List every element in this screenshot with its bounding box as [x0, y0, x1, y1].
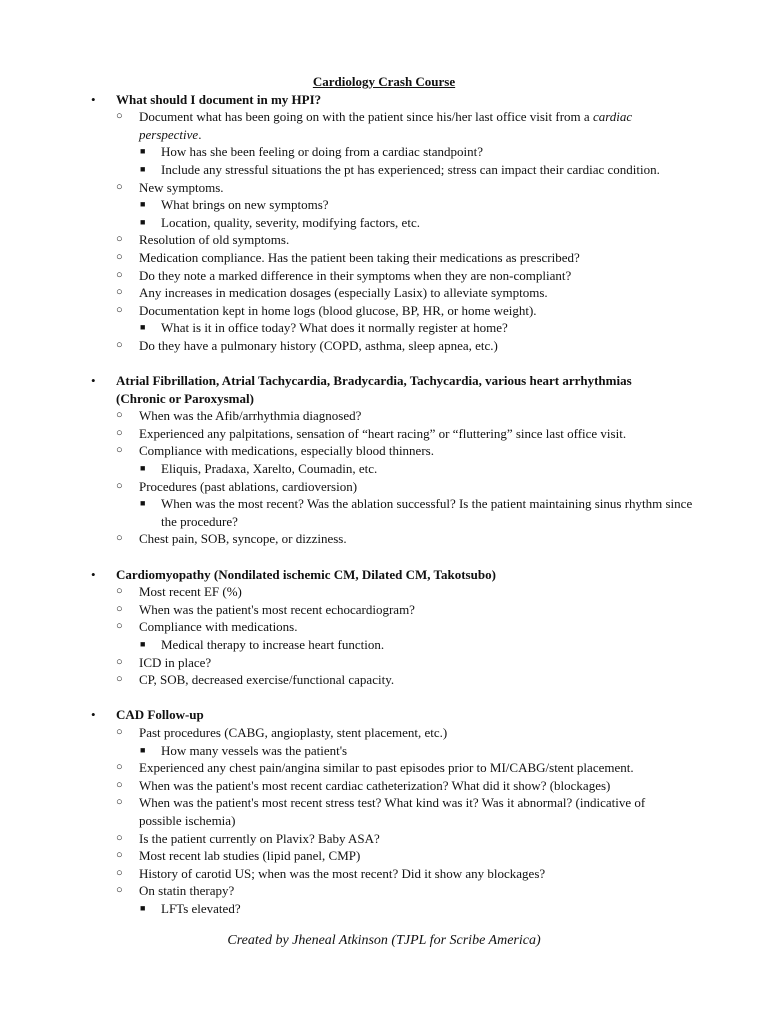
square-bullet-icon: ■	[140, 463, 146, 474]
list-item-text: On statin therapy?	[139, 883, 235, 899]
circle-bullet-icon: ○	[116, 831, 123, 844]
list-item	[0, 231, 768, 249]
sub-list-item	[0, 495, 768, 530]
square-bullet-icon: ■	[140, 199, 146, 210]
circle-bullet-icon: ○	[116, 849, 123, 862]
list-item	[0, 425, 768, 443]
sub-list-item-text: Location, quality, severity, modifying factors, etc.	[161, 214, 420, 230]
list-item	[0, 478, 768, 496]
bullet-icon: •	[91, 91, 96, 107]
sub-list-item	[0, 636, 768, 654]
list-item	[0, 759, 768, 777]
list-item	[0, 284, 768, 302]
square-bullet-icon: ■	[140, 163, 146, 174]
circle-bullet-icon: ○	[116, 409, 123, 422]
list-item	[0, 865, 768, 883]
list-item-text: Do they have a pulmonary history (COPD, asthma, sleep apnea, etc.)	[139, 337, 498, 353]
bullet-icon: •	[91, 566, 96, 582]
circle-bullet-icon: ○	[116, 761, 123, 774]
footer-credit: Created by Jheneal Atkinson (TJPL for Scribe America)	[227, 933, 541, 948]
circle-bullet-icon: ○	[116, 233, 123, 246]
list-item-suffix: .	[198, 126, 202, 142]
circle-bullet-icon: ○	[116, 620, 123, 633]
sub-list-item	[0, 196, 768, 214]
section-heading: CAD Follow-up	[116, 707, 204, 723]
list-item-text: Any increases in medication dosages (especially Lasix) to alleviate symptoms.	[139, 285, 548, 301]
square-bullet-icon: ■	[140, 498, 146, 509]
sub-list-item-text: Medical therapy to increase heart function.	[161, 637, 385, 652]
list-item-text: Compliance with medications, especially blood thinners.	[139, 443, 434, 459]
square-bullet-icon: ■	[140, 146, 146, 157]
list-item-text: New symptoms.	[139, 179, 224, 195]
sub-list-item-text: LFTs elevated?	[161, 900, 241, 916]
list-item	[0, 671, 768, 689]
list-item-text: Document what has been going on with the patient since his/her last office visit from a	[139, 109, 593, 125]
bullet-icon: •	[91, 373, 96, 389]
sub-list-item	[0, 161, 768, 179]
list-item-text: When was the patient's most recent echocardiogram?	[139, 601, 415, 617]
sub-list-item	[0, 900, 768, 918]
list-item	[0, 794, 768, 829]
circle-bullet-icon: ○	[116, 796, 123, 809]
list-item	[0, 618, 768, 636]
list-item-text: ICD in place?	[139, 654, 212, 670]
circle-bullet-icon: ○	[116, 303, 123, 316]
sub-list-item-text: What brings on new symptoms?	[161, 197, 329, 213]
list-item-text: Documentation kept in home logs (blood glucose, BP, HR, or home weight).	[139, 302, 537, 318]
list-item	[0, 583, 768, 601]
section	[0, 706, 768, 724]
square-bullet-icon: ■	[140, 744, 146, 755]
list-item-text: Most recent EF (%)	[139, 584, 242, 600]
circle-bullet-icon: ○	[116, 426, 123, 439]
list-item	[0, 442, 768, 460]
square-bullet-icon: ■	[140, 902, 146, 913]
section	[0, 566, 768, 584]
list-item-text: Compliance with medications.	[139, 619, 298, 635]
list-item-text: Is the patient currently on Plavix? Baby ASA?	[139, 830, 380, 846]
sub-list-item	[0, 460, 768, 478]
circle-bullet-icon: ○	[116, 180, 123, 193]
list-item	[0, 249, 768, 267]
sub-list-item	[0, 143, 768, 161]
list-item	[0, 179, 768, 197]
sub-list-item-text: When was the most recent? Was the ablation successful? Is the patient maintaining sinus rhythm since the procedure?	[161, 496, 693, 529]
sub-list-item	[0, 319, 768, 337]
list-item-text: When was the Afib/arrhythmia diagnosed?	[139, 408, 362, 424]
circle-bullet-icon: ○	[116, 338, 123, 351]
section-heading: Atrial Fibrillation, Atrial Tachycardia, Bradycardia, Tachycardia, various heart arrhythmias (Chronic or Paroxysmal)	[116, 373, 632, 406]
circle-bullet-icon: ○	[116, 655, 123, 668]
list-item	[0, 847, 768, 865]
circle-bullet-icon: ○	[116, 778, 123, 791]
list-item	[0, 302, 768, 320]
sections-container	[0, 91, 768, 918]
list-item-emphasis: cardiac perspective	[139, 109, 633, 142]
sub-list-item-text: What is it in office today? What does it normally register at home?	[161, 320, 508, 336]
square-bullet-icon: ■	[140, 639, 146, 649]
section	[0, 91, 768, 109]
list-item	[0, 601, 768, 619]
circle-bullet-icon: ○	[116, 479, 123, 492]
list-item	[0, 654, 768, 672]
list-item	[0, 108, 768, 143]
document-page	[0, 73, 768, 918]
section-gap	[0, 548, 768, 566]
sub-list-item-text: Eliquis, Pradaxa, Xarelto, Coumadin, etc.	[161, 461, 378, 477]
circle-bullet-icon: ○	[116, 884, 123, 897]
list-item	[0, 267, 768, 285]
circle-bullet-icon: ○	[116, 110, 123, 123]
section-heading: Cardiomyopathy (Nondilated ischemic CM, Dilated CM, Takotsubo)	[116, 566, 496, 582]
section-gap	[0, 689, 768, 707]
list-item-text: Procedures (past ablations, cardioversion)	[139, 478, 358, 494]
circle-bullet-icon: ○	[116, 602, 123, 615]
circle-bullet-icon: ○	[116, 444, 123, 457]
circle-bullet-icon: ○	[116, 725, 123, 738]
circle-bullet-icon: ○	[116, 286, 123, 299]
list-item-text: Do they note a marked difference in their symptoms when they are non-compliant?	[139, 267, 572, 283]
circle-bullet-icon: ○	[116, 866, 123, 879]
sub-list-item	[0, 742, 768, 760]
circle-bullet-icon: ○	[116, 585, 123, 598]
list-item-text: Experienced any palpitations, sensation of “heart racing” or “fluttering” since last office visit.	[139, 425, 627, 441]
list-item-text: Past procedures (CABG, angioplasty, stent placement, etc.)	[139, 724, 448, 740]
circle-bullet-icon: ○	[116, 250, 123, 263]
list-item-text: Experienced any chest pain/angina similar to past episodes prior to MI/CABG/stent placement.	[139, 760, 634, 776]
list-item-text: When was the patient's most recent cardiac catheterization? What did it show? (blockages)	[139, 777, 611, 793]
section-heading: What should I document in my HPI?	[116, 91, 322, 107]
list-item-text: CP, SOB, decreased exercise/functional capacity.	[139, 672, 395, 688]
list-item	[0, 777, 768, 795]
square-bullet-icon: ■	[140, 322, 146, 333]
list-item	[0, 882, 768, 900]
list-item-text: Medication compliance. Has the patient been taking their medications as prescribed?	[139, 249, 580, 265]
list-item-text: Most recent lab studies (lipid panel, CMP)	[139, 848, 361, 864]
sub-list-item-text: How many vessels was the patient's	[161, 742, 348, 758]
list-item	[0, 407, 768, 425]
list-item-text: Chest pain, SOB, syncope, or dizziness.	[139, 531, 347, 547]
sub-list-item-text: How has she been feeling or doing from a cardiac standpoint?	[161, 144, 484, 160]
sub-list-item-text: Include any stressful situations the pt has experienced; stress can impact their cardiac condition.	[161, 161, 660, 177]
circle-bullet-icon: ○	[116, 268, 123, 281]
bullet-icon: •	[91, 707, 96, 723]
list-item	[0, 337, 768, 355]
list-item	[0, 830, 768, 848]
circle-bullet-icon: ○	[116, 673, 123, 686]
list-item-text: Resolution of old symptoms.	[139, 232, 290, 248]
circle-bullet-icon: ○	[116, 532, 123, 545]
section	[0, 372, 768, 407]
sub-list-item	[0, 214, 768, 232]
list-item-text: When was the patient's most recent stress test? What kind was it? Was it abnormal? (indicative of possible ischemia)	[139, 795, 646, 828]
page-title: Cardiology Crash Course	[312, 74, 456, 89]
section-gap	[0, 355, 768, 373]
list-item-text: History of carotid US; when was the most recent? Did it show any blockages?	[139, 865, 546, 881]
list-item	[0, 530, 768, 548]
list-item	[0, 724, 768, 742]
square-bullet-icon: ■	[140, 216, 146, 227]
